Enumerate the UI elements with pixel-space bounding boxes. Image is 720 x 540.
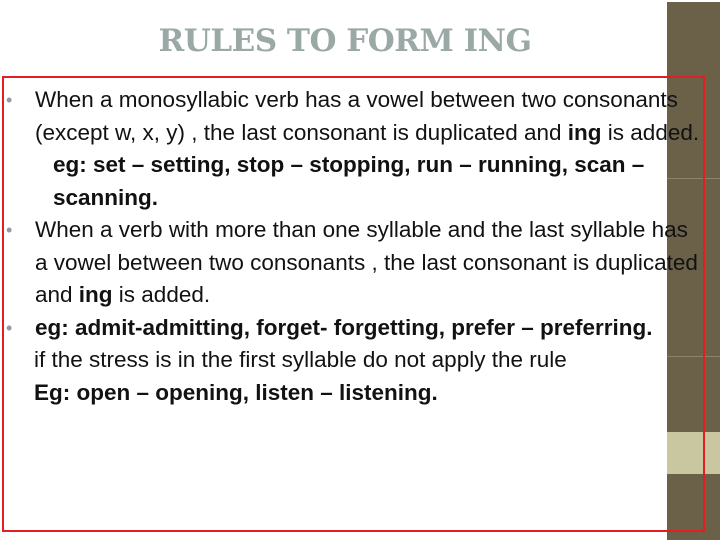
rule-text-end: is added. bbox=[601, 119, 700, 145]
bullet-icon: • bbox=[6, 220, 13, 240]
rule-text-end: is added. bbox=[112, 282, 211, 307]
rule-text: When a verb with more than one syllable and the last syllable has a vowel between two consonants , the last consonant is duplicated and bbox=[35, 217, 698, 307]
bullet-icon: • bbox=[6, 90, 13, 110]
bullet-icon: • bbox=[6, 317, 13, 338]
slide-body bbox=[0, 84, 700, 409]
band-top-gap bbox=[667, 0, 720, 2]
example-paragraph-multisyllabic bbox=[0, 312, 700, 345]
ing-suffix: ing bbox=[567, 119, 602, 145]
slide-title: RULES TO FORM ING bbox=[158, 23, 532, 59]
ing-suffix: ing bbox=[78, 282, 113, 307]
example-paragraph-monosyllabic: eg: set – setting, stop – stopping, run – running, scan – scanning. bbox=[53, 152, 645, 210]
stress-exception-note: if the stress is in the first syllable do not apply the rule bbox=[34, 347, 567, 372]
rule-text: When a monosyllabic verb has a vowel between two consonants (except w, x, y) , the last consonant is duplicated and bbox=[35, 87, 678, 145]
example-text: eg: admit-admitting, forget- forgetting, prefer – preferring. bbox=[35, 314, 653, 340]
band-light-block bbox=[667, 432, 720, 474]
exception-example: Eg: open – opening, listen – listening. bbox=[34, 379, 438, 405]
rule-paragraph-multisyllabic bbox=[0, 214, 700, 312]
rule-paragraph-monosyllabic bbox=[0, 84, 700, 149]
